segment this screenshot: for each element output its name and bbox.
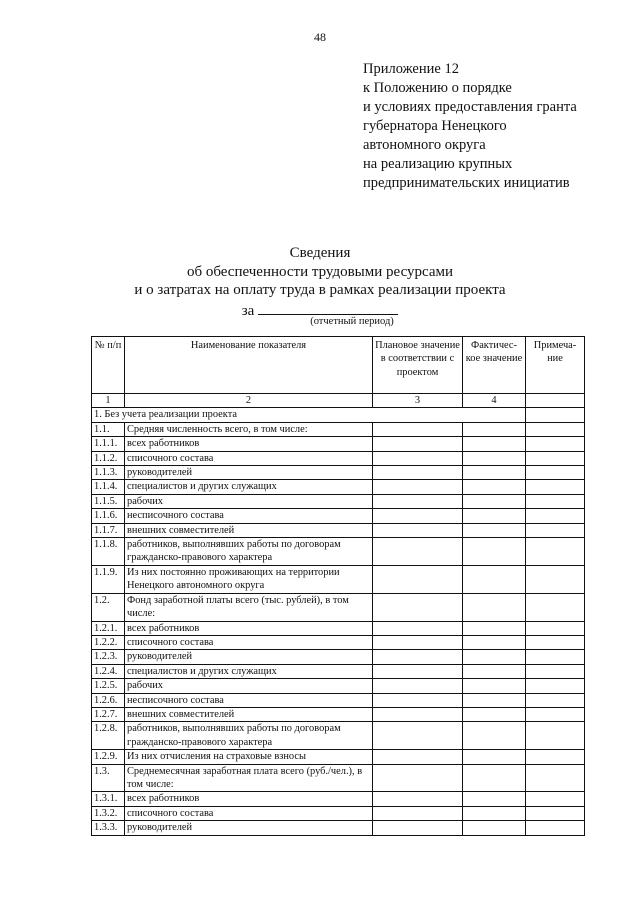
note-cell: [526, 792, 585, 806]
row-name: внешних совместителей: [125, 523, 373, 537]
plan-value-cell: [373, 792, 463, 806]
note-cell: [526, 538, 585, 566]
fact-value-cell: [463, 792, 526, 806]
row-number: 1.1.8.: [92, 538, 125, 566]
row-name: всех работников: [125, 621, 373, 635]
plan-value-cell: [373, 509, 463, 523]
row-number: 1.2.4.: [92, 664, 125, 678]
col-number: [526, 394, 585, 408]
plan-value-cell: [373, 635, 463, 649]
appendix-line: предпринимательских инициатив: [363, 175, 570, 191]
table-row: [92, 679, 585, 693]
plan-value-cell: [373, 494, 463, 508]
table-row: [92, 466, 585, 480]
col-number: 1: [92, 394, 125, 408]
note-cell: [526, 750, 585, 764]
table-row: [92, 437, 585, 451]
plan-value-cell: [373, 451, 463, 465]
table-header-row: [92, 337, 585, 394]
row-number: 1.2.8.: [92, 722, 125, 750]
plan-value-cell: [373, 722, 463, 750]
row-name: Среднемесячная заработная плата всего (руб./чел.), в том числе:: [125, 764, 373, 792]
plan-value-cell: [373, 650, 463, 664]
row-name: специалистов и других служащих: [125, 664, 373, 678]
fact-value-cell: [463, 635, 526, 649]
note-cell: [526, 764, 585, 792]
note-cell: [526, 523, 585, 537]
table-row: [92, 593, 585, 621]
fact-value-cell: [463, 437, 526, 451]
plan-value-cell: [373, 538, 463, 566]
plan-value-cell: [373, 523, 463, 537]
table-row: [92, 451, 585, 465]
row-number: 1.1.1.: [92, 437, 125, 451]
row-name: работников, выполнявших работы по договорам гражданско-правового характера: [125, 538, 373, 566]
table-row: [92, 422, 585, 436]
row-number: 1.1.4.: [92, 480, 125, 494]
fact-value-cell: [463, 764, 526, 792]
fact-value-cell: [463, 621, 526, 635]
note-cell: [526, 821, 585, 835]
fact-value-cell: [463, 722, 526, 750]
col-number: 3: [373, 394, 463, 408]
table-row: [92, 494, 585, 508]
indicators-table: [91, 336, 585, 836]
fact-value-cell: [463, 480, 526, 494]
row-name: специалистов и других служащих: [125, 480, 373, 494]
row-name: списочного состава: [125, 451, 373, 465]
plan-value-cell: [373, 593, 463, 621]
plan-value-cell: [373, 821, 463, 835]
plan-value-cell: [373, 693, 463, 707]
row-number: 1.2.7.: [92, 707, 125, 721]
row-name: Из них постоянно проживающих на территории Ненецкого автономного округа: [125, 565, 373, 593]
fact-value-cell: [463, 650, 526, 664]
table-row: [92, 707, 585, 721]
plan-value-cell: [373, 664, 463, 678]
plan-value-cell: [373, 422, 463, 436]
appendix-line: Приложение 12: [363, 61, 459, 77]
row-number: 1.2.2.: [92, 635, 125, 649]
appendix-line: автономного округа: [363, 137, 486, 153]
row-number: 1.1.3.: [92, 466, 125, 480]
row-name: Средняя численность всего, в том числе:: [125, 422, 373, 436]
fact-value-cell: [463, 679, 526, 693]
fact-value-cell: [463, 821, 526, 835]
row-number: 1.1.9.: [92, 565, 125, 593]
appendix-block: [363, 60, 577, 193]
note-cell: [526, 509, 585, 523]
table-row: [92, 480, 585, 494]
fact-value-cell: [463, 593, 526, 621]
table-row: [92, 523, 585, 537]
row-number: 1.3.3.: [92, 821, 125, 835]
table-row: [92, 621, 585, 635]
heading-subtitle: и о затратах на оплату труда в рамках реализации проекта: [134, 282, 506, 298]
note-cell: [526, 806, 585, 820]
note-cell: [526, 565, 585, 593]
appendix-line: губернатора Ненецкого: [363, 118, 507, 134]
header-plan: Плановое значение в соответствии с проектом: [373, 337, 463, 394]
note-cell: [526, 650, 585, 664]
section-note-cell: [526, 408, 585, 422]
table-row: [92, 821, 585, 835]
row-number: 1.1.7.: [92, 523, 125, 537]
table-row: [92, 750, 585, 764]
fact-value-cell: [463, 664, 526, 678]
fact-value-cell: [463, 451, 526, 465]
table-row: [92, 664, 585, 678]
heading-subtitle: об обеспеченности трудовыми ресурсами: [186, 263, 454, 280]
fact-value-cell: [463, 523, 526, 537]
row-name: несписочного состава: [125, 693, 373, 707]
section-row: [92, 408, 585, 422]
table-row: [92, 764, 585, 792]
row-name: работников, выполнявших работы по договорам гражданско-правового характера: [125, 722, 373, 750]
fact-value-cell: [463, 750, 526, 764]
row-number: 1.3.: [92, 764, 125, 792]
col-number: 4: [463, 394, 526, 408]
fact-value-cell: [463, 466, 526, 480]
note-cell: [526, 494, 585, 508]
fact-value-cell: [463, 707, 526, 721]
table-row: [92, 538, 585, 566]
row-name: несписочного состава: [125, 509, 373, 523]
row-name: списочного состава: [125, 806, 373, 820]
note-cell: [526, 635, 585, 649]
row-name: Фонд заработной платы всего (тыс. рублей), в том числе:: [125, 593, 373, 621]
plan-value-cell: [373, 480, 463, 494]
table-row: [92, 509, 585, 523]
header-num: № п/п: [92, 337, 125, 394]
row-number: 1.1.5.: [92, 494, 125, 508]
row-number: 1.2.1.: [92, 621, 125, 635]
row-number: 1.3.1.: [92, 792, 125, 806]
row-name: рабочих: [125, 679, 373, 693]
plan-value-cell: [373, 621, 463, 635]
section-title: 1. Без учета реализации проекта: [92, 408, 526, 422]
fact-value-cell: [463, 565, 526, 593]
table-row: [92, 722, 585, 750]
row-name: внешних совместителей: [125, 707, 373, 721]
row-name: руководителей: [125, 821, 373, 835]
note-cell: [526, 722, 585, 750]
note-cell: [526, 593, 585, 621]
fact-value-cell: [463, 494, 526, 508]
note-cell: [526, 466, 585, 480]
period-note: (отчетный период): [310, 316, 394, 327]
row-name: Из них отчисления на страховые взносы: [125, 750, 373, 764]
row-name: рабочих: [125, 494, 373, 508]
fact-value-cell: [463, 538, 526, 566]
row-number: 1.1.6.: [92, 509, 125, 523]
row-name: всех работников: [125, 437, 373, 451]
table-row: [92, 635, 585, 649]
note-cell: [526, 693, 585, 707]
plan-value-cell: [373, 764, 463, 792]
header-fact: Фактичес-кое значение: [463, 337, 526, 394]
table-row: [92, 792, 585, 806]
plan-value-cell: [373, 806, 463, 820]
note-cell: [526, 437, 585, 451]
note-cell: [526, 664, 585, 678]
appendix-line: к Положению о порядке: [363, 80, 512, 96]
plan-value-cell: [373, 679, 463, 693]
table-row: [92, 693, 585, 707]
period-blank-line: [258, 300, 398, 315]
header-note: Примеча-ние: [526, 337, 585, 394]
row-number: 1.2.3.: [92, 650, 125, 664]
header-name: Наименование показателя: [125, 337, 373, 394]
row-number: 1.1.: [92, 422, 125, 436]
note-cell: [526, 451, 585, 465]
row-number: 1.2.5.: [92, 679, 125, 693]
row-name: всех работников: [125, 792, 373, 806]
col-number: 2: [125, 394, 373, 408]
column-number-row: [92, 394, 585, 408]
appendix-line: на реализацию крупных: [363, 156, 513, 172]
fact-value-cell: [463, 422, 526, 436]
fact-value-cell: [463, 509, 526, 523]
table-row: [92, 565, 585, 593]
note-cell: [526, 422, 585, 436]
row-number: 1.2.6.: [92, 693, 125, 707]
page-number: 48: [314, 30, 326, 44]
fact-value-cell: [463, 806, 526, 820]
plan-value-cell: [373, 437, 463, 451]
plan-value-cell: [373, 466, 463, 480]
note-cell: [526, 707, 585, 721]
row-name: списочного состава: [125, 635, 373, 649]
row-number: 1.1.2.: [92, 451, 125, 465]
row-number: 1.2.: [92, 593, 125, 621]
plan-value-cell: [373, 750, 463, 764]
row-number: 1.2.9.: [92, 750, 125, 764]
row-name: руководителей: [125, 650, 373, 664]
document-heading: [0, 244, 640, 320]
note-cell: [526, 621, 585, 635]
plan-value-cell: [373, 707, 463, 721]
row-number: 1.3.2.: [92, 806, 125, 820]
plan-value-cell: [373, 565, 463, 593]
appendix-line: и условиях предоставления гранта: [363, 99, 577, 115]
table-row: [92, 650, 585, 664]
fact-value-cell: [463, 693, 526, 707]
note-cell: [526, 679, 585, 693]
table-row: [92, 806, 585, 820]
note-cell: [526, 480, 585, 494]
za-label: за: [241, 302, 255, 319]
heading-title: Сведения: [289, 245, 351, 261]
row-name: руководителей: [125, 466, 373, 480]
